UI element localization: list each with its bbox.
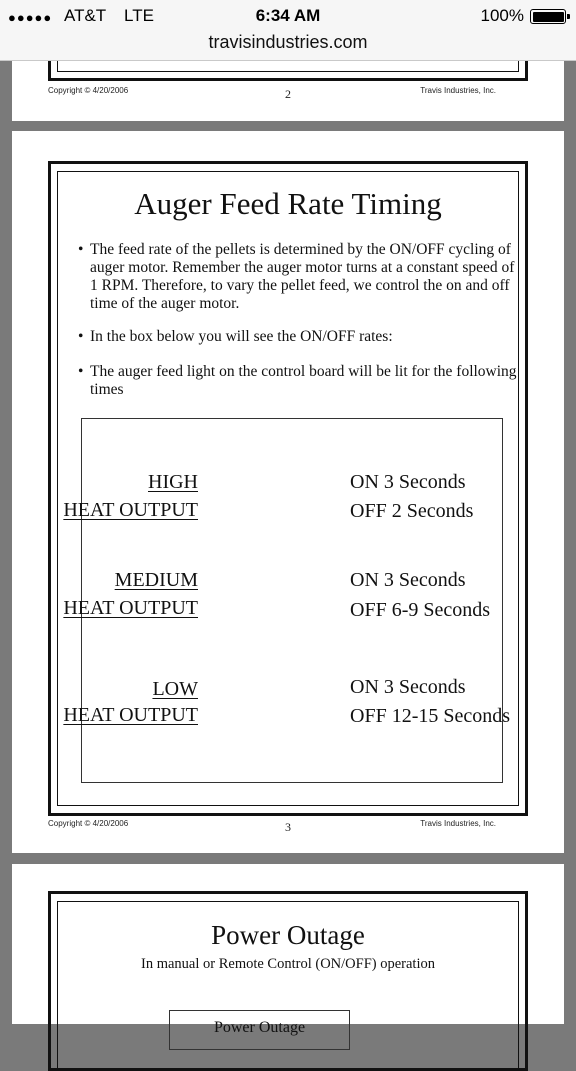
status-bar — [0, 0, 576, 32]
rate-on-medium: ON 3 Seconds — [350, 569, 466, 591]
rate-level-low: LOW — [152, 678, 198, 700]
document-page-2 — [12, 61, 564, 121]
bullet-feed-light: • The auger feed light on the control board will be lit for the following times — [78, 363, 518, 399]
company-name: Travis Industries, Inc. — [420, 86, 496, 95]
page-number: 2 — [285, 87, 291, 101]
copyright-text: Copyright © 4/20/2006 — [48, 86, 129, 95]
document-page-3 — [12, 131, 564, 853]
power-outage-box-label: Power Outage — [213, 1019, 306, 1036]
signal-strength-icon: ●●●●● — [8, 10, 53, 25]
rate-on-low: ON 3 Seconds — [350, 676, 466, 698]
rate-output-high: HEAT OUTPUT — [63, 499, 198, 521]
browser-chrome — [0, 0, 576, 61]
bullet-feed-rate: • The feed rate of the pellets is determined by the ON/OFF cycling of auger motor. Remember the auger motor turns at a constant speed of 1 RPM. Therefore, to vary the pellet feed, we control the on and off time of the auger motor. — [78, 241, 518, 313]
bullet-box-below: • In the box below you will see the ON/OFF rates: — [78, 328, 518, 346]
page-footer — [12, 86, 564, 100]
rate-level-high: HIGH — [148, 471, 198, 493]
page-number: 3 — [285, 820, 291, 834]
copyright-text: Copyright © 4/20/2006 — [48, 819, 129, 828]
battery-icon — [530, 9, 566, 24]
address-bar[interactable]: travisindustries.com — [208, 32, 368, 52]
rate-output-medium: HEAT OUTPUT — [63, 597, 198, 619]
company-name: Travis Industries, Inc. — [420, 819, 496, 828]
rate-off-high: OFF 2 Seconds — [350, 500, 474, 522]
page-title: Auger Feed Rate Timing — [134, 186, 442, 221]
power-outage-box — [169, 1010, 350, 1050]
battery-percentage: 100% — [480, 6, 524, 25]
page-subtitle: In manual or Remote Control (ON/OFF) operation — [141, 956, 435, 972]
network-type-label: LTE — [124, 6, 154, 25]
rate-output-low: HEAT OUTPUT — [63, 704, 198, 726]
page-title: Power Outage — [211, 920, 365, 950]
rate-off-low: OFF 12-15 Seconds — [350, 705, 511, 727]
carrier-label: AT&T — [64, 6, 107, 25]
rates-box — [63, 418, 511, 783]
rate-on-high: ON 3 Seconds — [350, 471, 466, 493]
rate-level-medium: MEDIUM — [114, 569, 198, 591]
document-page-4 — [12, 864, 564, 1036]
rate-off-medium: OFF 6-9 Seconds — [350, 599, 491, 621]
clock: 6:34 AM — [255, 6, 321, 25]
page-footer — [12, 819, 564, 833]
